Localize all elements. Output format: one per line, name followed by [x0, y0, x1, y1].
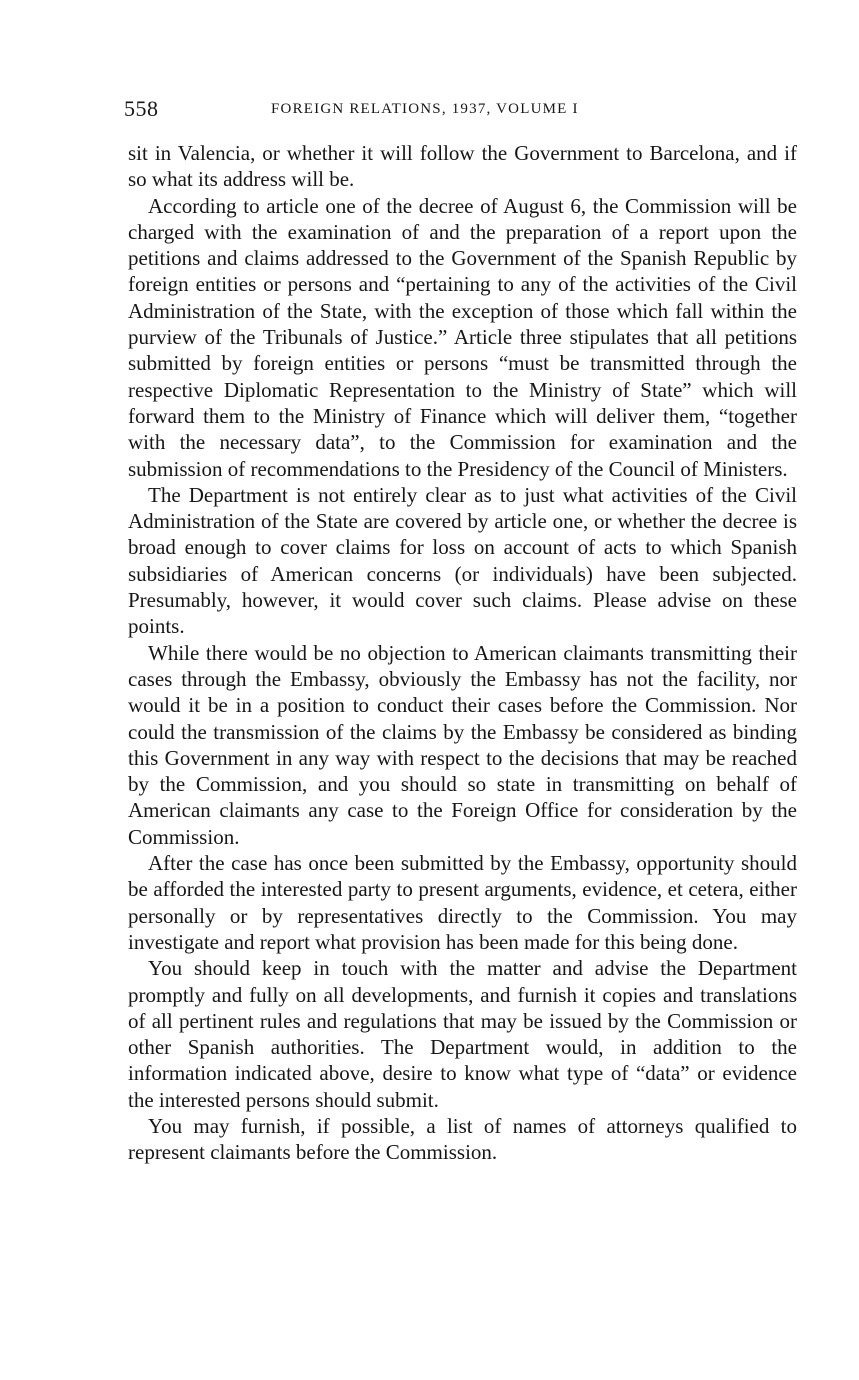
- page-header: [124, 96, 804, 126]
- paragraph-keep-in-touch: You should keep in touch with the matter and advise the Department promptly and fully on all developments, and furnish it copies and translations of all pertinent rules and regulations that may be issued by the Commission or other Spanish authorities. The Department would, in addition to the information indicated above, desire to know what type of “data” or evidence the interested persons should submit.: [128, 956, 797, 1112]
- paragraph-department-clarity: The Department is not entirely clear as to just what activities of the Civil Administration of the State are covered by article one, or whether the decree is broad enough to cover claims for loss on account of acts to which Spanish subsidiaries of American concerns (or individuals) have been subjected. Presumably, however, it would cover such claims. Please advise on these points.: [128, 482, 797, 639]
- paragraph-opportunity: After the case has once been submitted by the Embassy, opportunity should be afforded the interested party to present arguments, evidence, et cetera, either personally or by representatives directly to the Commission. You may investigate and report what provision has been made for this being done.: [128, 851, 797, 954]
- paragraph-embassy-transmission: While there would be no objection to American claimants transmitting their cases through the Embassy, obviously the Embassy has not the facility, nor would it be in a position to conduct their cases before the Commission. Nor could the transmission of the claims by the Embassy be considered as binding this Government in any way with respect to the decisions that may be reached by the Commission, and you should so state in transmitting on behalf of American claimants any case to the Foreign Office for consideration by the Commission.: [128, 640, 797, 849]
- paragraph-attorneys-list: You may furnish, if possible, a list of names of attorneys qualified to represent claimants before the Commission.: [128, 1113, 797, 1165]
- paragraph-commission-charge: According to article one of the decree of August 6, the Commission will be charged with the examination of and the preparation of a report upon the petitions and claims addressed to the Government of the Spanish Republic by foreign entities or persons and “pertaining to any of the activities of the Civil Administration of the State, with the exception of those which fall within the purview of the Tribunals of Justice.” Article three stipulates that all petitions submitted by foreign entities or persons “must be transmitted through the respective Diplomatic Representation to the Ministry of State” which will forward them to the Ministry of Finance which will deliver them, “together with the necessary data”, to the Commission for examination and the submission of recommendations to the Presidency of the Council of Ministers.: [128, 193, 797, 481]
- paragraph-continued: sit in Valencia, or whether it will follow the Government to Barcelona, and if so what its address will be.: [128, 141, 797, 192]
- page-number: 558: [124, 96, 159, 121]
- body-text: [128, 140, 797, 1166]
- running-title: FOREIGN RELATIONS, 1937, VOLUME I: [271, 101, 579, 117]
